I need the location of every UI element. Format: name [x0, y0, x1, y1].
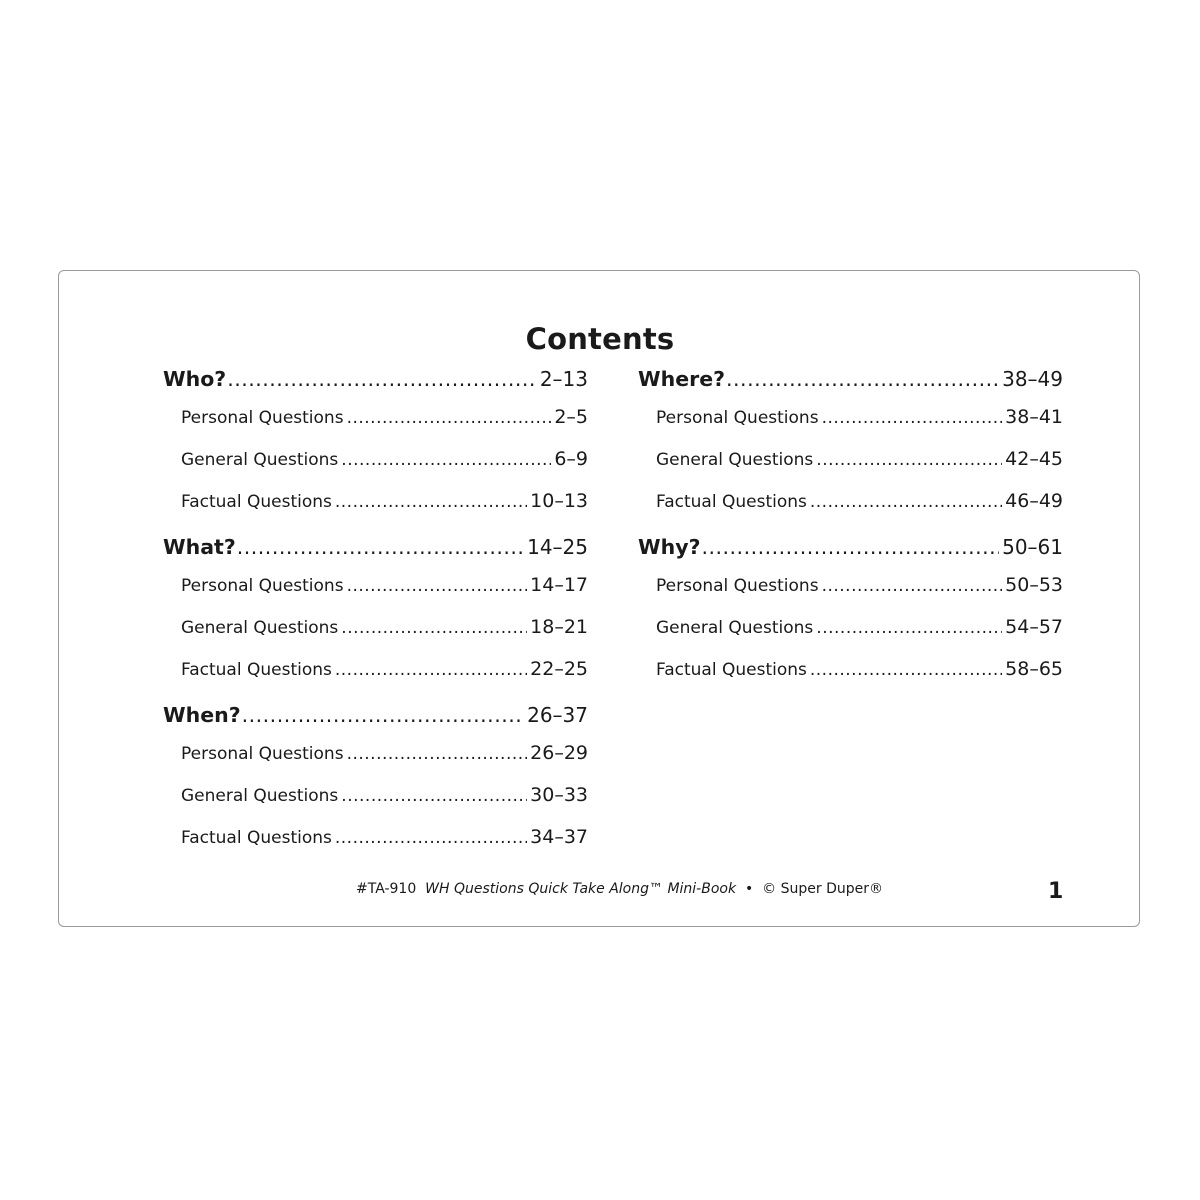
toc-subentry-label: Factual Questions	[656, 492, 807, 512]
toc-subentry[interactable]	[163, 564, 588, 606]
toc-section-where	[638, 362, 1063, 522]
toc-section-who	[163, 362, 588, 522]
dot-leader	[347, 397, 552, 439]
toc-subentry[interactable]	[638, 396, 1063, 438]
toc-subentry-label: General Questions	[656, 618, 814, 638]
toc-subentry[interactable]	[638, 606, 1063, 648]
toc-subentry-label: General Questions	[181, 786, 339, 806]
toc-page-range: 38–41	[1005, 406, 1063, 428]
toc-page-range: 58–65	[1005, 658, 1063, 680]
toc-heading-entry[interactable]	[163, 362, 588, 396]
dot-leader	[701, 530, 999, 564]
toc-subentry-label: Personal Questions	[656, 576, 819, 596]
toc-page-range: 30–33	[530, 784, 588, 806]
toc-page-range: 14–17	[530, 574, 588, 596]
dot-leader	[822, 397, 1003, 439]
toc-heading-entry[interactable]	[163, 530, 588, 564]
toc-subentry[interactable]	[638, 564, 1063, 606]
dot-leader	[726, 362, 999, 396]
dot-leader	[335, 481, 527, 523]
dot-leader	[341, 775, 527, 817]
toc-page-range: 42–45	[1005, 448, 1063, 470]
toc-subentry[interactable]	[638, 480, 1063, 522]
toc-subentry-label: Personal Questions	[181, 576, 344, 596]
toc-page-range: 2–13	[539, 367, 588, 391]
dot-leader	[810, 481, 1002, 523]
toc-heading-label: What?	[163, 535, 236, 559]
toc-section-what	[163, 530, 588, 690]
toc-page-range: 50–53	[1005, 574, 1063, 596]
toc-page-range: 2–5	[554, 406, 588, 428]
toc-subentry[interactable]	[163, 438, 588, 480]
toc-page-range: 10–13	[530, 490, 588, 512]
dot-leader	[816, 607, 1002, 649]
toc-page-range: 26–37	[527, 703, 588, 727]
dot-leader	[816, 439, 1002, 481]
footer-separator: •	[744, 881, 754, 897]
toc-page-range: 46–49	[1005, 490, 1063, 512]
dot-leader	[341, 439, 551, 481]
toc-section-when	[163, 698, 588, 858]
book-title: WH Questions Quick Take Along™ Mini-Book	[425, 881, 737, 897]
toc-subentry-label: Factual Questions	[181, 492, 332, 512]
page-title: Contents	[525, 322, 675, 356]
toc-page-range: 50–61	[1002, 535, 1063, 559]
toc-page-range: 22–25	[530, 658, 588, 680]
toc-page-range: 6–9	[554, 448, 588, 470]
dot-leader	[347, 565, 528, 607]
page-footer	[356, 881, 883, 897]
toc-subentry[interactable]	[638, 648, 1063, 690]
toc-page-range: 38–49	[1002, 367, 1063, 391]
dot-leader	[347, 733, 528, 775]
copyright-text: © Super Duper®	[762, 881, 883, 897]
toc-subentry[interactable]	[163, 480, 588, 522]
toc-subentry[interactable]	[163, 606, 588, 648]
toc-heading-entry[interactable]	[638, 362, 1063, 396]
toc-subentry-label: Factual Questions	[181, 660, 332, 680]
toc-subentry-label: General Questions	[181, 618, 339, 638]
toc-subentry-label: Personal Questions	[181, 744, 344, 764]
dot-leader	[341, 607, 527, 649]
product-code: #TA-910	[356, 881, 417, 897]
toc-heading-label: Who?	[163, 367, 227, 391]
toc-page-range: 26–29	[530, 742, 588, 764]
toc-heading-label: Where?	[638, 367, 726, 391]
toc-heading-entry[interactable]	[638, 530, 1063, 564]
toc-subentry[interactable]	[638, 438, 1063, 480]
dot-leader	[227, 362, 537, 396]
dot-leader	[810, 649, 1002, 691]
dot-leader	[822, 565, 1003, 607]
toc-right-column	[638, 362, 1063, 690]
toc-subentry-label: General Questions	[181, 450, 339, 470]
toc-subentry-label: Personal Questions	[181, 408, 344, 428]
toc-heading-label: Why?	[638, 535, 701, 559]
toc-left-column	[163, 362, 588, 858]
page-number: 1	[1048, 879, 1064, 904]
toc-page-range: 34–37	[530, 826, 588, 848]
dot-leader	[237, 530, 524, 564]
dot-leader	[242, 698, 524, 732]
toc-subentry[interactable]	[163, 816, 588, 858]
toc-subentry-label: General Questions	[656, 450, 814, 470]
toc-subentry[interactable]	[163, 732, 588, 774]
toc-subentry[interactable]	[163, 396, 588, 438]
toc-page-range: 54–57	[1005, 616, 1063, 638]
toc-subentry[interactable]	[163, 648, 588, 690]
toc-page-range: 18–21	[530, 616, 588, 638]
toc-page-range: 14–25	[527, 535, 588, 559]
toc-subentry-label: Factual Questions	[181, 828, 332, 848]
toc-section-why	[638, 530, 1063, 690]
toc-heading-entry[interactable]	[163, 698, 588, 732]
dot-leader	[335, 649, 527, 691]
toc-heading-label: When?	[163, 703, 241, 727]
dot-leader	[335, 817, 527, 859]
toc-subentry-label: Factual Questions	[656, 660, 807, 680]
toc-subentry[interactable]	[163, 774, 588, 816]
toc-subentry-label: Personal Questions	[656, 408, 819, 428]
